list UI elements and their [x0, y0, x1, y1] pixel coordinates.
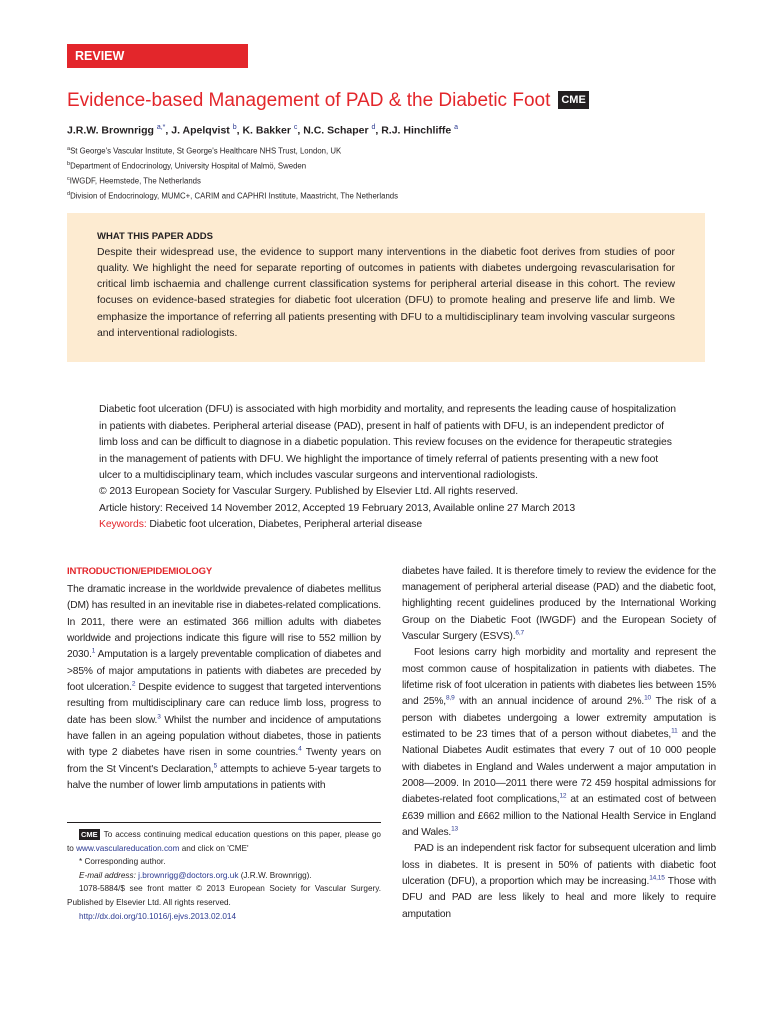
left-column: [67, 564, 381, 924]
affiliation: [67, 188, 716, 203]
text-run: Amputation is a largely preventable complication of diabetes and >85% of major amputations in patients with diabetes are preceded by foot ulceration.: [67, 649, 381, 693]
section-heading: INTRODUCTION/EPIDEMIOLOGY: [67, 565, 213, 577]
author-affiliation-mark: a,*: [156, 124, 166, 131]
keywords: [99, 517, 679, 533]
corresponding-author: * Corresponding author.: [79, 857, 166, 867]
cme-badge-small: CME: [81, 829, 98, 839]
author-name: J.R.W. Brownrigg: [67, 124, 154, 137]
author-affiliation-mark: c: [293, 124, 298, 131]
box-text: Despite their widespread use, the evidence to support many interventions in the diabetic foot derives from studies of poor quality. We highlight the need for separate reporting of outcomes in patients with diabetes undergoing revascularisation for critical limb ischaemia and challenge current classification systems for peripheral arterial disease in this cohort. The review focuses on evidence-based strategies for diabetic foot ulceration (DFU) to promote healing and preserve life and limb. We emphasize the importance of referring all patients presenting with DFU to a multidisciplinary team involving vascular surgeons and interventional radiologists.: [97, 246, 675, 339]
paragraph: [402, 841, 716, 923]
article-history: Article history: Received 14 November 2012, Accepted 19 February 2013, Available online 27 March 2013: [99, 502, 576, 514]
abstract: [99, 402, 679, 533]
citation[interactable]: 5: [213, 762, 218, 770]
affiliation-key: c: [67, 175, 70, 182]
text-run: and the National Diabetes Audit estimates that every 7 out of 10 000 people with diabetes in England and Wales underwent a major amputation in 2008—2009. In 2010—2011 there were 72 459 hospital admissions for diabetes-related foot complications,: [402, 728, 716, 806]
citation[interactable]: 2: [131, 680, 136, 688]
text-run: Twenty years on from the St Vincent's Declaration,: [67, 747, 381, 775]
affiliation-text: St George's Vascular Institute, St George's Healthcare NHS Trust, London, UK: [70, 146, 342, 156]
author-name: K. Bakker: [242, 124, 291, 137]
cme-note-text: To access continuing medical education questions on this paper, please go to: [67, 829, 381, 853]
cme-note-after: and click on 'CME': [181, 843, 249, 853]
affiliation: [67, 143, 716, 158]
paragraph: [402, 645, 716, 841]
keywords-list: Diabetic foot ulceration, Diabetes, Peripheral arterial disease: [149, 519, 423, 531]
author-name: R.J. Hinchliffe: [381, 124, 452, 137]
affiliation: [67, 158, 716, 173]
citation[interactable]: 8,9: [445, 694, 455, 702]
paragraph: [402, 564, 716, 646]
what-this-paper-adds-box: [67, 213, 705, 363]
citation[interactable]: 10: [644, 694, 651, 702]
left-column-text: [67, 582, 381, 794]
citation[interactable]: 13: [451, 825, 459, 833]
affiliation-key: d: [67, 190, 71, 197]
text-run: The risk of a person with diabetes undergoing a lower extremity amputation is estimated to be 23 times that of a person without diabetes,: [402, 696, 716, 740]
citation[interactable]: 1: [91, 647, 96, 655]
affiliation-key: a: [67, 145, 71, 152]
doi-link[interactable]: http://dx.doi.org/10.1016/j.ejvs.2013.02.014: [79, 911, 237, 921]
text-run: Those with DFU and PAD are less likely to heal and more likely to require amputation: [402, 876, 717, 920]
abstract-text: Diabetic foot ulceration (DFU) is associated with high morbidity and mortality, and represents the leading cause of hospitalization in patients with diabetes. Peripheral arterial disease (PAD), present in half of patients with DFU, is an independent predictor of limb loss and can be difficult to diagnose in a diabetic population. This review focuses on the evidence for therapeutic strategies in the management of patients with DFU. We highlight the importance of timely referral of patients presenting with a new foot ulcer to a multidisciplinary team, which includes vascular surgeons and interventional radiologists.: [99, 404, 676, 481]
affiliation-text: Department of Endocrinology, University Hospital of Malmö, Sweden: [70, 161, 307, 171]
citation[interactable]: 6,7: [515, 629, 524, 637]
citation[interactable]: 4: [298, 745, 302, 753]
author-affiliation-mark: a: [454, 124, 459, 131]
text-run: diabetes have failed. It is therefore timely to review the evidence for the management of peripheral arterial disease (PAD) and the diabetic foot, highlighting recent guidelines produced by the International Working Group on the Diabetic Foot (IWGDF) and the European Society of Vascular Surgery (ESVS).: [402, 565, 716, 642]
text-run: The dramatic increase in the worldwide prevalence of diabetes mellitus (DM) has resulted in an inevitable rise in diabetes-related complications. In 2011, there were an estimated 366 million adults with diabetes worldwide and projections indicate this figure will rise to 552 million by 2030.: [67, 583, 381, 661]
author-affiliation-mark: b: [232, 124, 237, 131]
footnotes: [67, 822, 381, 923]
email-after: (J.R.W. Brownrigg).: [240, 870, 312, 880]
citation[interactable]: 12: [559, 792, 567, 800]
affiliation-key: b: [67, 160, 71, 167]
text-run: attempts to achieve 5-year targets to halve the number of lower limb amputations in patients with: [67, 763, 381, 791]
author-name: N.C. Schaper: [303, 124, 369, 137]
issn-line: 1078-5884/$ see front matter © 2013 European Society for Vascular Surgery. Published by Elsevier Ltd. All rights reserved.: [67, 884, 381, 907]
title-text: Evidence-based Management of PAD & the Diabetic Foot: [67, 90, 551, 111]
right-column: [402, 564, 716, 924]
cme-link[interactable]: www.vasculareducation.com: [76, 843, 180, 853]
text-run: Foot lesions carry high morbidity and mortality and represent the most common cause of hospitalization in patients with diabetes. The lifetime risk of foot ulceration in patients with diabetes lies between 15% and 25%,: [402, 647, 716, 708]
text-run: with an annual incidence of around 2%.: [454, 696, 645, 708]
citation[interactable]: 14,15: [649, 874, 665, 882]
box-heading: WHAT THIS PAPER ADDS: [97, 230, 213, 242]
cme-badge: CME: [558, 91, 588, 109]
author-affiliation-mark: d: [371, 124, 376, 131]
email-label: E-mail address:: [79, 870, 136, 880]
paper-title: [67, 90, 716, 112]
copyright: © 2013 European Society for Vascular Surgery. Published by Elsevier Ltd. All rights reserved.: [99, 486, 519, 498]
text-run: at an estimated cost of between £639 million and £662 million to the National Health Service in England and Wales.: [402, 794, 717, 839]
paragraph: [67, 582, 381, 794]
text-run: Despite evidence to suggest that targeted interventions resulting from multidisciplinary care can reduce limb loss, progress to date has been slow.: [67, 681, 381, 726]
affiliation-text: IWGDF, Heemstede, The Netherlands: [69, 176, 201, 186]
cme-note: [67, 828, 381, 855]
email-line: [67, 869, 381, 883]
author-list: J.R.W. Brownrigg $^{a,*}$, J. Apelqvist $^b$, K. Bakker $^c$, N.C. Schaper $^d$, R.J. Hinchliffe $^a$: [67, 124, 459, 137]
affiliation-text: Division of Endocrinology, MUMC+, CARIM and CAPHRI Institute, Maastricht, The Netherlands: [70, 191, 399, 201]
body-columns: [67, 564, 716, 924]
keywords-label: Keywords:: [99, 519, 147, 531]
citation[interactable]: 3: [157, 713, 161, 721]
affiliations: [67, 143, 716, 203]
text-run: Whilst the number and incidence of amputations have fallen in an ageing population without diabetes, those in patients with type 2 diabetes have risen in some countries.: [67, 714, 381, 759]
citation[interactable]: 11: [671, 727, 678, 735]
text-run: PAD is an independent risk factor for subsequent ulceration and limb loss in diabetes. It is present in 50% of patients with diabetic foot ulceration (DFU), a proportion which may be increasing.: [402, 843, 716, 888]
author-name: J. Apelqvist: [171, 124, 230, 137]
email-link[interactable]: j.brownrigg@doctors.org.uk: [138, 870, 239, 880]
doi-line: [67, 910, 381, 924]
footnote-spacer: [67, 794, 381, 810]
section-label: REVIEW: [67, 44, 248, 68]
affiliation: [67, 173, 716, 188]
